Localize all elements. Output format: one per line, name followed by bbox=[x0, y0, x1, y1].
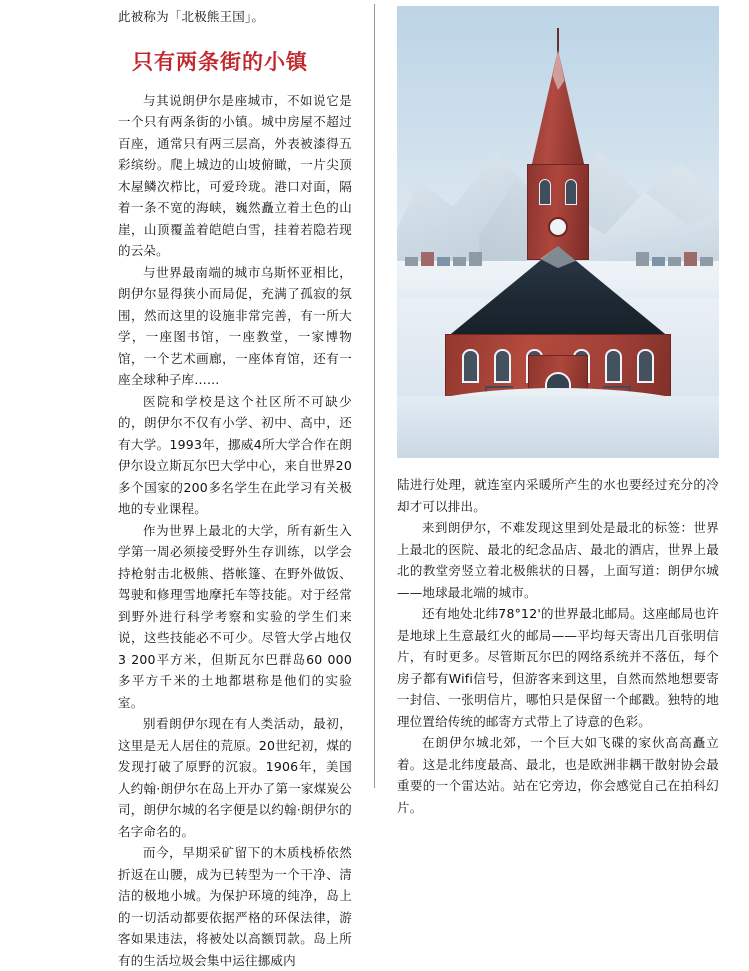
paragraph: 作为世界上最北的大学，所有新生入学第一周必须接受野外生存训练，以学会持枪射击北极熊、搭帐篷、在野外做饭、驾驶和修理雪地摩托车等技能。对于经常到野外进行科学考察和实验的学生们来说，这些技能必不可少。尽管大学占地仅3 200平方米，但斯瓦尔巴群岛60 000多平方千米的土地都堪称是他们的实验室。 bbox=[118, 522, 352, 710]
tower-window bbox=[539, 179, 551, 205]
photo-canvas bbox=[397, 6, 719, 458]
paragraph: 与其说朗伊尔是座城市，不如说它是一个只有两条街的小镇。城中房屋不超过百座，通常只有两三层高，外表被漆得五彩缤纷。爬上城边的山坡俯瞰，一片尖顶木屋鳞次栉比，可爱玲珑。港口对面，隔着一条不宽的海峡，巍然矗立着土色的山崖，山顶覆盖着皑皑白雪，挂着若隐若现的云朵。 bbox=[118, 92, 352, 258]
paragraph: 与世界最南端的城市乌斯怀亚相比，朗伊尔显得狭小而局促，充满了孤寂的氛围，然而这里的设施非常完善，有一所大学，一座图书馆，一座教堂，一家博物馆，一个艺术画廊，一座体育馆，还有一座全球种子库…… bbox=[118, 264, 352, 387]
building bbox=[700, 257, 713, 266]
left-column bbox=[0, 0, 374, 968]
paragraph-intro: 此被称为「北极熊王国」。 bbox=[118, 9, 265, 24]
foreground-snow bbox=[397, 396, 719, 458]
nave-window bbox=[605, 349, 622, 383]
nave-window bbox=[637, 349, 654, 383]
nave-window bbox=[494, 349, 511, 383]
paragraph: 而今，早期采矿留下的木质栈桥依然折返在山腰，成为已转型为一个干净、清洁的极地小城。为保护环境的纯净，岛上的一切活动都要依据严格的环保法律，游客如果违法，将被处以高额罚款。岛上所有的生活垃圾会集中运往挪威内 bbox=[118, 845, 352, 968]
tower-clock bbox=[548, 217, 568, 237]
paragraph: 陆进行处理，就连室内采暖所产生的水也要经过充分的冷却才可以排出。 bbox=[397, 477, 719, 514]
church-building bbox=[418, 28, 698, 440]
nave-window bbox=[462, 349, 479, 383]
building bbox=[405, 257, 418, 266]
paragraph: 别看朗伊尔现在有人类活动，最初，这里是无人居住的荒原。20世纪初，煤的发现打破了原野的沉寂。1906年，美国人约翰·朗伊尔在岛上开办了第一家煤炭公司，朗伊尔城的名字便是以约翰·朗伊尔的名字命名的。 bbox=[118, 716, 352, 839]
paragraph: 还有地处北纬78°12'的世界最北邮局。这座邮局也许是地球上生意最红火的邮局——平均每天寄出几百张明信片，有时更多。尽管斯瓦尔巴的网络系统并不落伍，每个房子都有Wifi信号，但游客来到这里，自然而然地想要寄一封信、一张明信片，哪怕只是保留一个邮戳。独特的地理位置给传统的邮寄方式带上了诗意的色彩。 bbox=[397, 606, 719, 729]
section-title: 只有两条街的小镇 bbox=[132, 48, 308, 74]
right-column bbox=[375, 0, 749, 815]
paragraph: 来到朗伊尔，不难发现这里到处是最北的标签：世界上最北的医院、最北的纪念品店、最北的酒店，世界上最北的教堂旁竖立着北极熊状的日晷，上面写道：朗伊尔城——地球最北端的城市。 bbox=[397, 520, 719, 600]
bell-tower bbox=[527, 164, 589, 260]
tower-window bbox=[565, 179, 577, 205]
paragraph: 在朗伊尔城北郊，一个巨大如飞碟的家伙高高矗立着。这是北纬度最高、最北，也是欧洲非耦干散射协会最重要的一个雷达站。站在它旁边，你会感觉自己在拍科幻片。 bbox=[397, 735, 719, 815]
paragraph: 医院和学校是这个社区所不可缺少的，朗伊尔不仅有小学、初中、高中，还有大学。1993年，挪威4所大学合作在朗伊尔设立斯瓦尔巴大学中心，来自世界20多个国家的200多名学生在此学习有关极地的专业课程。 bbox=[118, 393, 352, 516]
longyearbyen-church-photo bbox=[397, 6, 719, 458]
